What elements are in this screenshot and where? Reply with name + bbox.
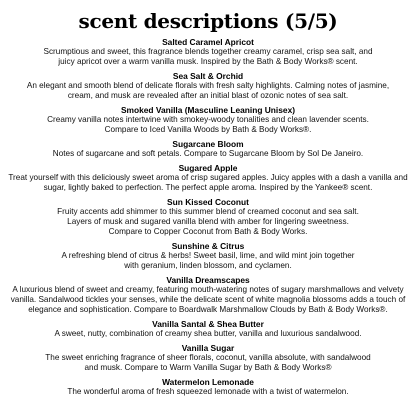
scent-description: Creamy vanilla notes intertwine with smokey-woody tonalities and clean lavender scents. Compare to Iced Vanilla Woods by Bath & Body Works®. [47, 115, 369, 134]
scent-entry [3, 241, 413, 271]
scent-description: Notes of sugarcane and soft petals. Compare to Sugarcane Bloom by Sol De Janeiro. [52, 149, 364, 158]
scent-entry [3, 37, 413, 67]
scent-description: A sweet, nutty, combination of creamy shea butter, vanilla and luxurious sandalwood. [54, 329, 362, 338]
scent-name: Sea Salt & Orchid [172, 71, 244, 81]
scent-entry [3, 163, 413, 193]
page-title: scent descriptions (5/5) [78, 9, 338, 33]
scent-description: The wonderful aroma of fresh squeezed lemonade with a twist of watermelon. [67, 387, 349, 396]
scent-description: An elegant and smooth blend of delicate florals with fresh salty highlights. Calming notes of jasmine, cream, and musk are revealed after an initial blast of ozonic notes of sea salt. [26, 81, 390, 100]
scent-description: The sweet enriching fragrance of sheer florals, coconut, vanilla absolute, with sandalwood and musk. Compare to Warm Vanilla Sugar by Bath & Body Works® [45, 353, 371, 372]
scent-name: Smoked Vanilla (Masculine Leaning Unisex) [120, 105, 296, 115]
scent-entry [3, 197, 413, 237]
scent-entry [3, 275, 413, 315]
scent-entry [3, 139, 413, 159]
scent-name: Sun Kissed Coconut [167, 197, 249, 207]
scent-name: Sugared Apple [178, 163, 238, 173]
scent-name: Sunshine & Citrus [171, 241, 245, 251]
scent-entry [3, 343, 413, 373]
scent-description: Treat yourself with this deliciously sweet aroma of crisp sugared apples. Juicy apples with a dash a vanilla and sugar, lightly baked to perfection. The perfect apple aroma. Inspired by the Yankee® scent. [8, 173, 408, 192]
scent-description: A luxurious blend of sweet and creamy, featuring mouth-watering notes of sugary marshmallows and velvety vanilla. Sandalwood tickles your senses, while the delicate scent of white magnolia blossoms adds a touch of elegance and sophistication. Compare to Boardwalk Marshmallow Clouds by Bath & Body Works®. [10, 285, 406, 314]
scent-entry [3, 105, 413, 135]
scent-name: Vanilla Sugar [181, 343, 235, 353]
scent-name: Vanilla Dreamscapes [166, 275, 250, 285]
scent-name: Salted Caramel Apricot [162, 37, 254, 47]
scent-description: Fruity accents add shimmer to this summer blend of creamed coconut and sea salt. Layers of musk and sugared vanilla blend with amber for lingering sweetness. Compare to Copper Coconut from Bath & Body Works. [57, 207, 359, 236]
scent-name: Sugarcane Bloom [172, 139, 244, 149]
scent-entry [3, 377, 413, 397]
scent-entry [3, 319, 413, 339]
scent-description: Scrumptious and sweet, this fragrance blends together creamy caramel, crisp sea salt, and juicy apricot over a warm vanilla musk. Inspired by the Bath & Body Works® scent. [43, 47, 373, 66]
scent-entry [3, 71, 413, 101]
scent-description: A refreshing blend of citrus & herbs! Sweet basil, lime, and wild mint join together with geranium, linden blossom, and cyclamen. [61, 251, 355, 270]
scent-name: Watermelon Lemonade [162, 377, 254, 387]
scent-name: Vanilla Santal & Shea Butter [152, 319, 264, 329]
